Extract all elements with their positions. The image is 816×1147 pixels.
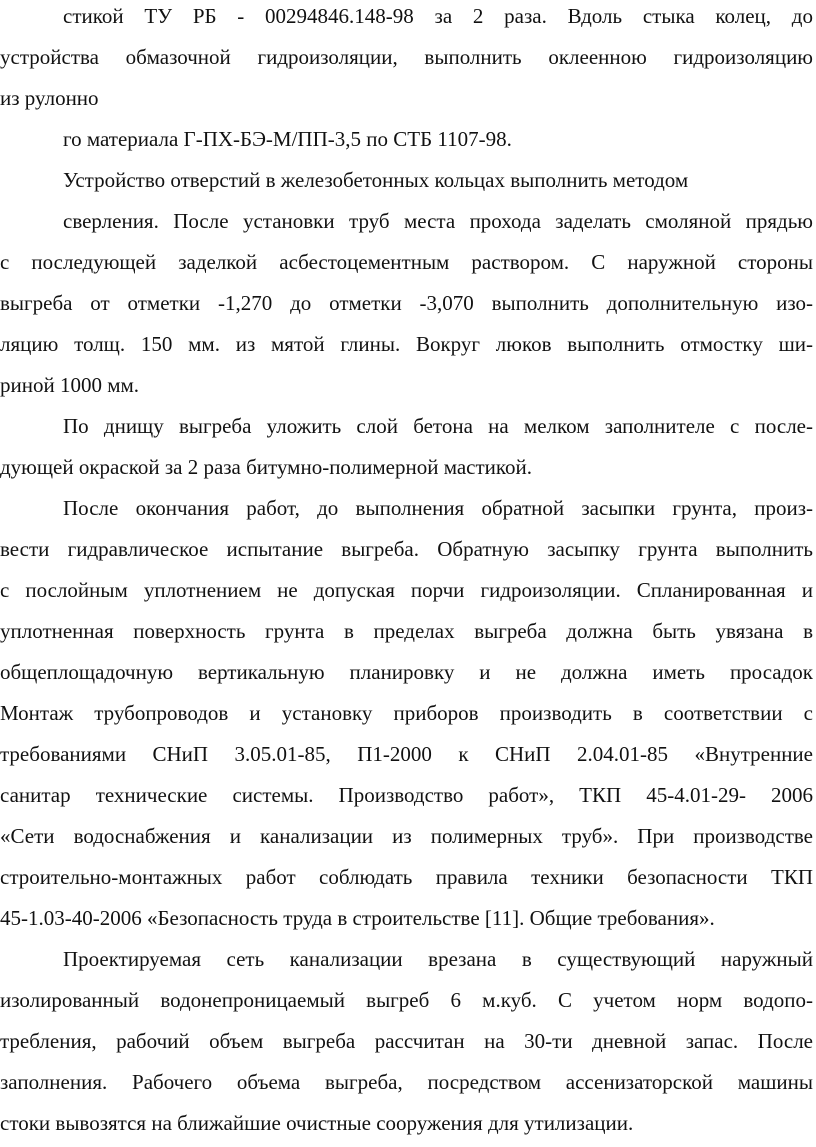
text-line: стикой ТУ РБ - 00294846.148-98 за 2 раза. Вдоль стыка колец, до — [63, 4, 813, 28]
text-line: с послойным уплотнением не допуская порчи гидроизоляции. Спланированная и — [0, 578, 813, 602]
text-line: выгреба от отметки -1,270 до отметки -3,070 выполнить дополнительную изо- — [0, 291, 813, 315]
text-line: сверления. После установки труб места прохода заделать смоляной прядью — [63, 209, 813, 233]
text-line: Устройство отверстий в железобетонных кольцах выполнить методом — [63, 168, 689, 192]
text-line: 45-1.03-40-2006 «Безопасность труда в строительстве [11]. Общие требования». — [0, 906, 715, 930]
text-line: дующей окраской за 2 раза битумно-полимерной мастикой. — [0, 455, 533, 479]
text-line: строительно-монтажных работ соблюдать правила техники безопасности ТКП — [0, 865, 813, 889]
text-line: заполнения. Рабочего объема выгреба, посредством ассенизаторской машины — [0, 1070, 813, 1094]
text-line: стоки вывозятся на ближайшие очистные сооружения для утилизации. — [0, 1111, 634, 1135]
text-line: ляцию толщ. 150 мм. из мятой глины. Вокруг люков выполнить отмостку ши- — [0, 332, 813, 356]
text-line: требованиями СНиП 3.05.01-85, П1-2000 к СНиП 2.04.01-85 «Внутренние — [0, 742, 813, 766]
text-line: Монтаж трубопроводов и установку приборов производить в соответствии с — [0, 701, 813, 725]
text-line: го материала Г-ПХ-БЭ-М/ПП-3,5 по СТБ 1107-98. — [63, 127, 512, 151]
text-line: общеплощадочную вертикальную планировку и не должна иметь просадок — [0, 660, 813, 684]
text-line: с последующей заделкой асбестоцементным раствором. С наружной стороны — [0, 250, 813, 274]
text-line: санитар технические системы. Производство работ», ТКП 45-4.01-29- 2006 — [0, 783, 813, 807]
text-line: риной 1000 мм. — [0, 373, 140, 397]
text-line: «Сети водоснабжения и канализации из полимерных труб». При производстве — [0, 824, 813, 848]
text-line: После окончания работ, до выполнения обратной засыпки грунта, произ- — [63, 496, 813, 520]
text-line: уплотненная поверхность грунта в пределах выгреба должна быть увязана в — [0, 619, 813, 643]
text-line: требления, рабочий объем выгреба рассчитан на 30-ти дневной запас. После — [0, 1029, 813, 1053]
text-line: По днищу выгреба уложить слой бетона на мелком заполнителе с после- — [63, 414, 813, 438]
text-line: изолированный водонепроницаемый выгреб 6 м.куб. С учетом норм водопо- — [0, 988, 813, 1012]
text-line: устройства обмазочной гидроизоляции, выполнить оклеенною гидроизоляцию — [0, 45, 813, 69]
text-line: вести гидравлическое испытание выгреба. Обратную засыпку грунта выполнить — [0, 537, 813, 561]
text-line: из рулонно — [0, 86, 99, 110]
text-line: Проектируемая сеть канализации врезана в существующий наружный — [63, 947, 813, 971]
